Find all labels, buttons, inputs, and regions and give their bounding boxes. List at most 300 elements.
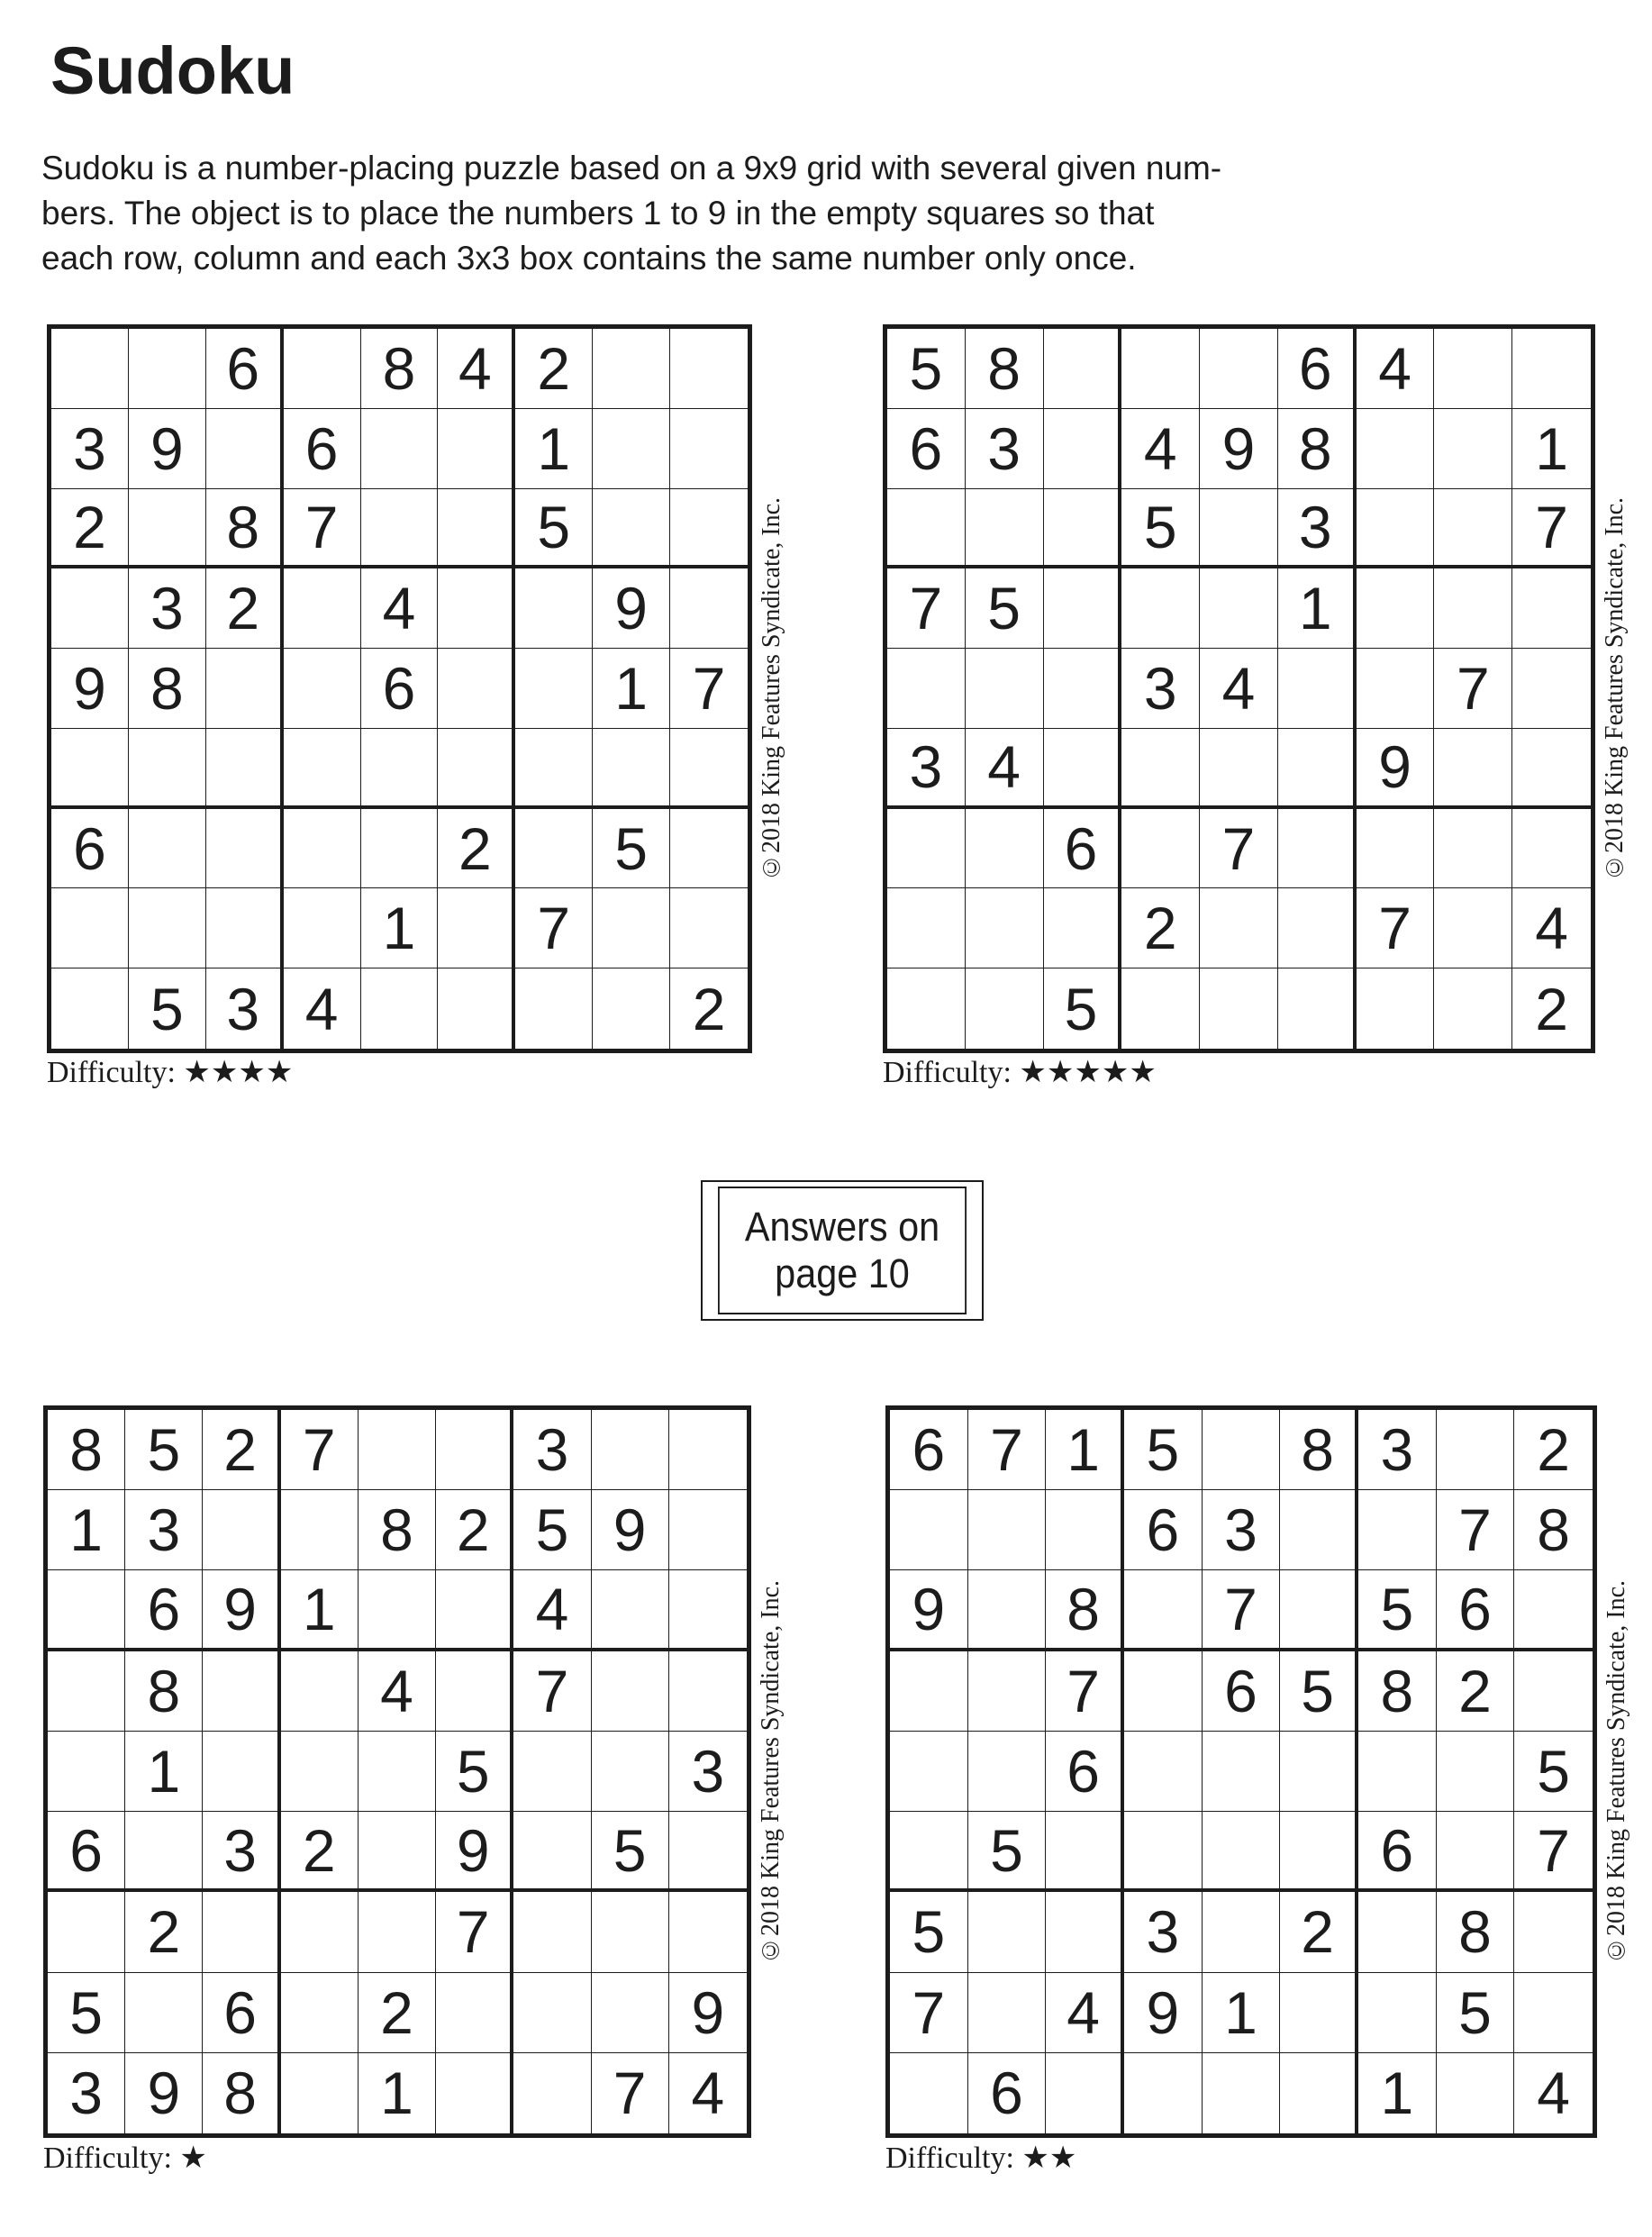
grid-cell: 8 [966, 329, 1044, 409]
grid-cell [129, 489, 206, 569]
difficulty-label: Difficulty: ★★★★★ [883, 1056, 1157, 1089]
grid-cell: 7 [592, 2053, 669, 2133]
grid-cell: 8 [1280, 1410, 1358, 1490]
grid-cell [1121, 568, 1200, 649]
grid-cell [592, 1410, 669, 1490]
grid-cell: 6 [1203, 1651, 1281, 1732]
grid-cell: 8 [206, 489, 284, 569]
grid-cell [1121, 809, 1200, 889]
grid-cell [515, 568, 593, 649]
grid-cell: 4 [438, 329, 515, 409]
grid-cell [592, 1651, 669, 1732]
grid-cell: 3 [1358, 1410, 1437, 1490]
grid-cell: 5 [513, 1490, 591, 1570]
grid-cell [438, 888, 515, 968]
grid-cell [1358, 1973, 1437, 2053]
grid-cell: 2 [203, 1410, 280, 1490]
grid-cell [361, 809, 439, 889]
grid-cell: 1 [515, 409, 593, 489]
grid-cell [670, 809, 748, 889]
grid-cell [515, 729, 593, 809]
grid-cell [592, 1732, 669, 1812]
grid-cell [359, 1570, 436, 1650]
grid-cell [968, 1490, 1047, 1570]
grid-cell: 8 [1278, 409, 1357, 489]
grid-cell [1044, 329, 1122, 409]
grid-cell: 1 [361, 888, 439, 968]
grid-cell: 3 [51, 409, 129, 489]
grid-cell [48, 1651, 125, 1732]
grid-cell [1124, 2053, 1203, 2133]
grid-cell [281, 1973, 359, 2053]
grid-cell [359, 1732, 436, 1812]
grid-cell: 9 [1357, 729, 1435, 809]
grid-cell [887, 649, 966, 729]
grid-cell: 3 [203, 1812, 280, 1892]
grid-cell [593, 489, 670, 569]
grid-cell [436, 2053, 513, 2133]
grid-cell: 3 [966, 409, 1044, 489]
grid-cell: 9 [203, 1570, 280, 1650]
grid-cell [1514, 1651, 1593, 1732]
grid-cell: 5 [592, 1812, 669, 1892]
grid-cell [966, 809, 1044, 889]
grid-cell: 2 [281, 1812, 359, 1892]
grid-cell [1200, 568, 1278, 649]
grid-cell [669, 1490, 747, 1570]
grid-cell [1203, 1732, 1281, 1812]
grid-cell: 6 [48, 1812, 125, 1892]
grid-cell [1121, 968, 1200, 1049]
grid-cell: 6 [887, 409, 966, 489]
grid-cell [1434, 968, 1512, 1049]
answers-note-line: page 10 [775, 1250, 910, 1296]
grid-cell: 7 [1437, 1490, 1515, 1570]
grid-cell [359, 1812, 436, 1892]
grid-cell: 9 [125, 2053, 203, 2133]
grid-cell [890, 1651, 968, 1732]
grid-cell [203, 1651, 280, 1732]
grid-cell [359, 1410, 436, 1490]
grid-cell [966, 649, 1044, 729]
grid-cell: 6 [890, 1410, 968, 1490]
grid-cell: 4 [1200, 649, 1278, 729]
difficulty-label: Difficulty: ★★ [885, 2142, 1077, 2175]
grid-cell [1434, 329, 1512, 409]
grid-cell: 4 [1512, 888, 1591, 968]
grid-cell [968, 1570, 1047, 1650]
grid-cell: 7 [670, 649, 748, 729]
grid-cell: 7 [515, 888, 593, 968]
answers-note [718, 1187, 967, 1314]
grid-cell: 8 [48, 1410, 125, 1490]
grid-cell [206, 409, 284, 489]
grid-cell: 5 [1437, 1973, 1515, 2053]
grid-cell [129, 329, 206, 409]
grid-cell [206, 649, 284, 729]
grid-cell: 1 [1203, 1973, 1281, 2053]
grid-cell [515, 809, 593, 889]
grid-cell [1278, 729, 1357, 809]
grid-cell [890, 1732, 968, 1812]
grid-cell: 5 [593, 809, 670, 889]
grid-cell [1512, 568, 1591, 649]
grid-cell: 9 [1124, 1973, 1203, 2053]
grid-cell: 8 [1437, 1892, 1515, 1972]
grid-cell [1200, 329, 1278, 409]
difficulty-label: Difficulty: ★ [43, 2142, 207, 2175]
grid-cell [1124, 1651, 1203, 1732]
grid-cell: 1 [359, 2053, 436, 2133]
grid-cell [1358, 1490, 1437, 1570]
grid-cell [1046, 1490, 1124, 1570]
grid-cell: 3 [1203, 1490, 1281, 1570]
grid-cell [206, 729, 284, 809]
grid-cell [890, 1490, 968, 1570]
grid-cell [966, 489, 1044, 569]
grid-cell: 2 [692, 975, 726, 1042]
grid-cell: 2 [1514, 1410, 1593, 1490]
grid-cell [593, 968, 670, 1049]
grid-cell [1357, 809, 1435, 889]
grid-cell: 5 [968, 1812, 1047, 1892]
grid-cell [1434, 729, 1512, 809]
grid-cell [1512, 329, 1591, 409]
grid-cell [669, 1410, 747, 1490]
grid-cell: 6 [968, 2053, 1047, 2133]
grid-cell: 5 [48, 1973, 125, 2053]
grid-cell: 6 [1124, 1490, 1203, 1570]
grid-cell [1044, 649, 1122, 729]
grid-cell: 7 [1200, 809, 1278, 889]
grid-cell [890, 2053, 968, 2133]
grid-cell: 5 [515, 489, 593, 569]
grid-cell [887, 809, 966, 889]
grid-cell: 3 [513, 1410, 591, 1490]
grid-cell: 2 [1535, 975, 1568, 1042]
grid-cell: 2 [436, 1490, 513, 1570]
grid-cell: 4 [359, 1651, 436, 1732]
grid-cell: 1 [281, 1570, 359, 1650]
grid-cell: 3 [129, 568, 206, 649]
grid-cell: 7 [887, 568, 966, 649]
grid-cell: 2 [51, 489, 129, 569]
grid-cell [1278, 888, 1357, 968]
grid-cell [281, 1490, 359, 1570]
grid-cell [48, 1570, 125, 1650]
grid-cell: 6 [125, 1570, 203, 1650]
grid-cell: 1 [1278, 568, 1357, 649]
grid-cell: 5 [1358, 1570, 1437, 1650]
grid-cell: 5 [1514, 1732, 1593, 1812]
answers-note-box [701, 1180, 984, 1321]
grid-cell [670, 729, 748, 809]
grid-cell [1203, 1812, 1281, 1892]
grid-cell [203, 1732, 280, 1812]
grid-cell [51, 968, 129, 1049]
grid-cell [1044, 888, 1122, 968]
grid-cell: 3 [1121, 649, 1200, 729]
grid-cell [1124, 1812, 1203, 1892]
grid-cell: 4 [1357, 329, 1435, 409]
grid-cell [51, 729, 129, 809]
grid-cell [284, 649, 361, 729]
grid-cell: 9 [669, 1973, 747, 2053]
grid-cell [1514, 1973, 1593, 2053]
grid-cell: 9 [51, 649, 129, 729]
difficulty-label: Difficulty: ★★★★ [47, 1056, 294, 1089]
grid-cell: 1 [48, 1490, 125, 1570]
grid-cell: 2 [515, 329, 593, 409]
grid-cell [670, 888, 748, 968]
grid-cell [436, 1651, 513, 1732]
grid-cell [1434, 489, 1512, 569]
grid-cell: 8 [129, 649, 206, 729]
grid-cell [361, 489, 439, 569]
grid-cell: 5 [436, 1732, 513, 1812]
grid-cell [1357, 489, 1435, 569]
grid-cell: 2 [1121, 888, 1200, 968]
grid-cell: 1 [125, 1732, 203, 1812]
grid-cell: 8 [361, 329, 439, 409]
grid-cell: 8 [359, 1490, 436, 1570]
intro-paragraph: Sudoku is a number-placing puzzle based on a 9x9 grid with several given num- bers. The object is to place the numbers 1 to 9 in the empty squares so that each row, column and each 3x3 box contains the same number only once. [41, 150, 1222, 277]
page-title: Sudoku [50, 33, 295, 108]
grid-cell [1046, 1892, 1124, 1972]
grid-cell [1121, 329, 1200, 409]
grid-cell: 9 [593, 568, 670, 649]
sudoku-grid [883, 324, 1595, 1053]
grid-cell [887, 968, 966, 1049]
grid-cell [361, 729, 439, 809]
grid-cell [513, 1892, 591, 1972]
grid-cell [206, 809, 284, 889]
grid-cell: 7 [436, 1892, 513, 1972]
grid-cell [593, 329, 670, 409]
copyright-notice: ©2018 King Features Syndicate, Inc. [1602, 1579, 1630, 1964]
grid-cell [1280, 1812, 1358, 1892]
grid-cell [1046, 1812, 1124, 1892]
grid-cell: 9 [592, 1490, 669, 1570]
grid-cell [1280, 1490, 1358, 1570]
grid-cell: 1 [1358, 2053, 1437, 2133]
grid-cell: 6 [1044, 809, 1122, 889]
grid-cell [1203, 2053, 1281, 2133]
sudoku-grid [885, 1405, 1597, 2138]
grid-cell: 6 [1046, 1732, 1124, 1812]
grid-cell [1434, 409, 1512, 489]
grid-cell [438, 968, 515, 1049]
grid-cell [1121, 729, 1200, 809]
grid-cell [670, 409, 748, 489]
grid-cell: 9 [436, 1812, 513, 1892]
grid-cell [1437, 1732, 1515, 1812]
grid-cell [966, 968, 1044, 1049]
grid-cell [1512, 649, 1591, 729]
grid-cell [1044, 568, 1122, 649]
grid-cell [436, 1973, 513, 2053]
grid-cell: 3 [1278, 489, 1357, 569]
grid-cell [1357, 409, 1435, 489]
grid-cell [129, 729, 206, 809]
grid-cell [1514, 1892, 1593, 1972]
grid-cell: 1 [593, 649, 670, 729]
sudoku-grid [43, 1405, 751, 2138]
grid-cell [438, 489, 515, 569]
grid-cell: 7 [968, 1410, 1047, 1490]
grid-cell [669, 1892, 747, 1972]
grid-cell: 5 [125, 1410, 203, 1490]
grid-cell: 8 [1358, 1651, 1437, 1732]
grid-cell [887, 888, 966, 968]
grid-cell: 9 [129, 409, 206, 489]
grid-cell: 7 [1514, 1812, 1593, 1892]
grid-cell [1280, 2053, 1358, 2133]
grid-cell [515, 649, 593, 729]
grid-cell: 5 [1044, 968, 1122, 1049]
grid-cell [1437, 1812, 1515, 1892]
grid-cell: 5 [1121, 489, 1200, 569]
grid-cell [592, 1892, 669, 1972]
grid-cell: 6 [361, 649, 439, 729]
grid-cell [1358, 1892, 1437, 1972]
grid-cell [1437, 2053, 1515, 2133]
grid-cell: 2 [438, 809, 515, 889]
grid-cell [513, 1973, 591, 2053]
grid-cell: 8 [125, 1651, 203, 1732]
grid-cell: 4 [691, 2060, 725, 2127]
grid-cell: 3 [206, 968, 284, 1049]
grid-cell: 3 [125, 1490, 203, 1570]
grid-cell: 1 [1046, 1410, 1124, 1490]
grid-cell: 2 [1280, 1892, 1358, 1972]
grid-cell: 3 [48, 2053, 125, 2133]
grid-cell [1044, 409, 1122, 489]
grid-cell [284, 329, 361, 409]
grid-cell [438, 409, 515, 489]
grid-cell: 2 [359, 1973, 436, 2053]
grid-cell: 4 [361, 568, 439, 649]
grid-cell: 9 [890, 1570, 968, 1650]
sudoku-grid [47, 324, 752, 1053]
grid-cell [1278, 649, 1357, 729]
grid-cell [284, 568, 361, 649]
grid-cell [48, 1732, 125, 1812]
grid-cell [1200, 888, 1278, 968]
grid-cell [593, 888, 670, 968]
grid-cell [968, 1973, 1047, 2053]
grid-cell [1280, 1732, 1358, 1812]
grid-cell [1512, 729, 1591, 809]
grid-cell [206, 888, 284, 968]
grid-cell [515, 968, 593, 1049]
grid-cell [281, 1892, 359, 1972]
grid-cell [592, 1973, 669, 2053]
grid-cell [593, 729, 670, 809]
grid-cell: 7 [890, 1973, 968, 2053]
grid-cell [1357, 968, 1435, 1049]
grid-cell: 5 [129, 968, 206, 1049]
grid-cell [436, 1410, 513, 1490]
grid-cell [1203, 1892, 1281, 1972]
grid-cell: 6 [51, 809, 129, 889]
grid-cell [1280, 1570, 1358, 1650]
grid-cell: 6 [284, 409, 361, 489]
grid-cell [1278, 809, 1357, 889]
grid-cell: 5 [966, 568, 1044, 649]
grid-cell [361, 968, 439, 1049]
grid-cell [284, 888, 361, 968]
grid-cell [1434, 888, 1512, 968]
grid-cell [438, 729, 515, 809]
grid-cell [51, 329, 129, 409]
grid-cell: 3 [887, 729, 966, 809]
grid-cell [968, 1732, 1047, 1812]
grid-cell: 4 [284, 968, 361, 1049]
grid-cell [968, 1651, 1047, 1732]
grid-cell: 4 [1046, 1973, 1124, 2053]
grid-cell [966, 888, 1044, 968]
grid-cell [51, 888, 129, 968]
grid-cell [203, 1892, 280, 1972]
grid-cell [129, 888, 206, 968]
copyright-notice: ©2018 King Features Syndicate, Inc. [757, 1579, 785, 1964]
grid-cell [1124, 1570, 1203, 1650]
grid-cell [513, 2053, 591, 2133]
grid-cell: 3 [669, 1732, 747, 1812]
grid-cell [48, 1892, 125, 1972]
grid-cell: 5 [1124, 1410, 1203, 1490]
grid-cell: 4 [966, 729, 1044, 809]
grid-cell [281, 1651, 359, 1732]
grid-cell: 2 [206, 568, 284, 649]
grid-cell: 6 [1437, 1570, 1515, 1650]
grid-cell: 4 [1121, 409, 1200, 489]
grid-cell: 7 [1357, 888, 1435, 968]
grid-cell [670, 489, 748, 569]
grid-cell: 9 [1200, 409, 1278, 489]
grid-cell: 7 [1434, 649, 1512, 729]
grid-cell: 7 [1046, 1651, 1124, 1732]
grid-cell: 5 [1280, 1651, 1358, 1732]
grid-cell: 4 [513, 1570, 591, 1650]
grid-cell [1044, 729, 1122, 809]
grid-cell [1434, 568, 1512, 649]
grid-cell [1200, 729, 1278, 809]
grid-cell [361, 409, 439, 489]
grid-cell [125, 1973, 203, 2053]
grid-cell [593, 409, 670, 489]
grid-cell: 6 [206, 329, 284, 409]
grid-cell: 1 [1512, 409, 1591, 489]
grid-cell: 7 [513, 1651, 591, 1732]
grid-cell: 7 [281, 1410, 359, 1490]
grid-cell: 2 [1437, 1651, 1515, 1732]
grid-cell [359, 1892, 436, 1972]
grid-cell [281, 1732, 359, 1812]
grid-cell: 6 [203, 1973, 280, 2053]
grid-cell [1046, 2053, 1124, 2133]
grid-cell [592, 1570, 669, 1650]
grid-cell: 6 [1278, 329, 1357, 409]
grid-cell [513, 1812, 591, 1892]
grid-cell [1278, 968, 1357, 1049]
grid-cell [1280, 1973, 1358, 2053]
grid-cell [281, 2053, 359, 2133]
grid-cell [51, 568, 129, 649]
answers-note-line: Answers on [744, 1204, 940, 1250]
grid-cell [1044, 489, 1122, 569]
